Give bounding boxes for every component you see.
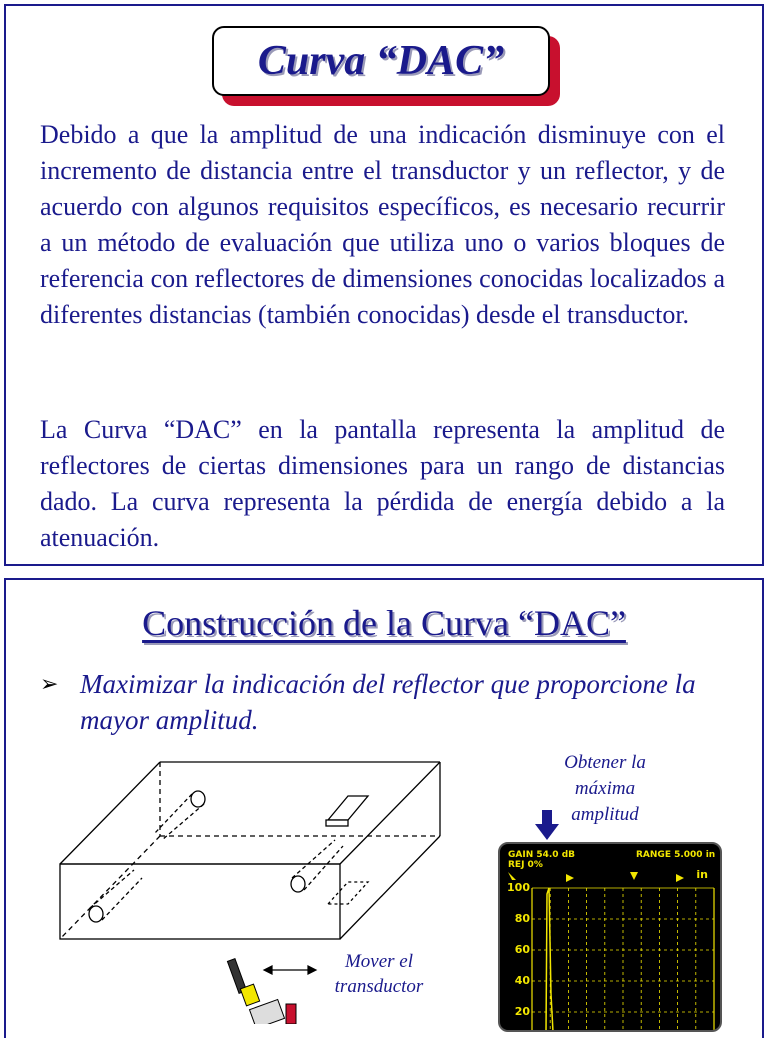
arrow-right-icon (566, 874, 574, 882)
down-arrow-icon (535, 810, 559, 840)
y-tick-label: 40 (514, 974, 530, 987)
scope-gain: GAIN 54.0 dB (508, 850, 576, 860)
slide-2 (0, 574, 768, 1024)
y-tick-label: 20 (514, 1005, 530, 1018)
y-tick-label: 100 (507, 881, 530, 894)
y-tick-label: 80 (514, 912, 530, 925)
scope-range: RANGE 5.000 in (636, 850, 716, 860)
paragraph-1: Debido a que la amplitud de una indicación disminuye con el incremento de distancia entre el transductor y un reflector, y de acuerdo con algunos requisitos específicos, es necesario recurrir a un método de evaluación que utiliza uno o varios bloques de referencia con reflectores de dimensiones conocidas localizados a diferentes distancias (también conocidas) desde el transductor. (40, 120, 725, 329)
title-box-inner (212, 26, 550, 96)
slide-2-heading: Construcción de la Curva “DAC” (142, 603, 626, 643)
slide-title: Curva “DAC” (257, 38, 505, 84)
arrow-bullet-icon: ➢ (40, 672, 59, 697)
bullet-text: Maximizar la indicación del reflector que proporcione la mayor amplitud. (80, 669, 696, 735)
y-tick-label: 60 (514, 943, 530, 956)
gate-left-icon (508, 872, 516, 880)
title-box (212, 26, 550, 96)
flaw-detector-screen (498, 842, 722, 1032)
scope-unit: in (696, 868, 708, 881)
arrow-down-icon (630, 872, 638, 880)
scope-reject: REJ 0% (508, 860, 543, 870)
paragraph-2: La Curva “DAC” en la pantalla representa la amplitud de reflectores de ciertas dimensiones para un rango de distancias dado. La curva representa la pérdida de energía debido a la atenuación. (40, 415, 725, 552)
arrow-right-icon-2 (676, 874, 684, 882)
label-obtain-max: Obtener la máxima amplitud (564, 752, 646, 825)
scope-graticule (500, 844, 722, 1032)
label-move-transducer: Mover el transductor (334, 951, 424, 997)
